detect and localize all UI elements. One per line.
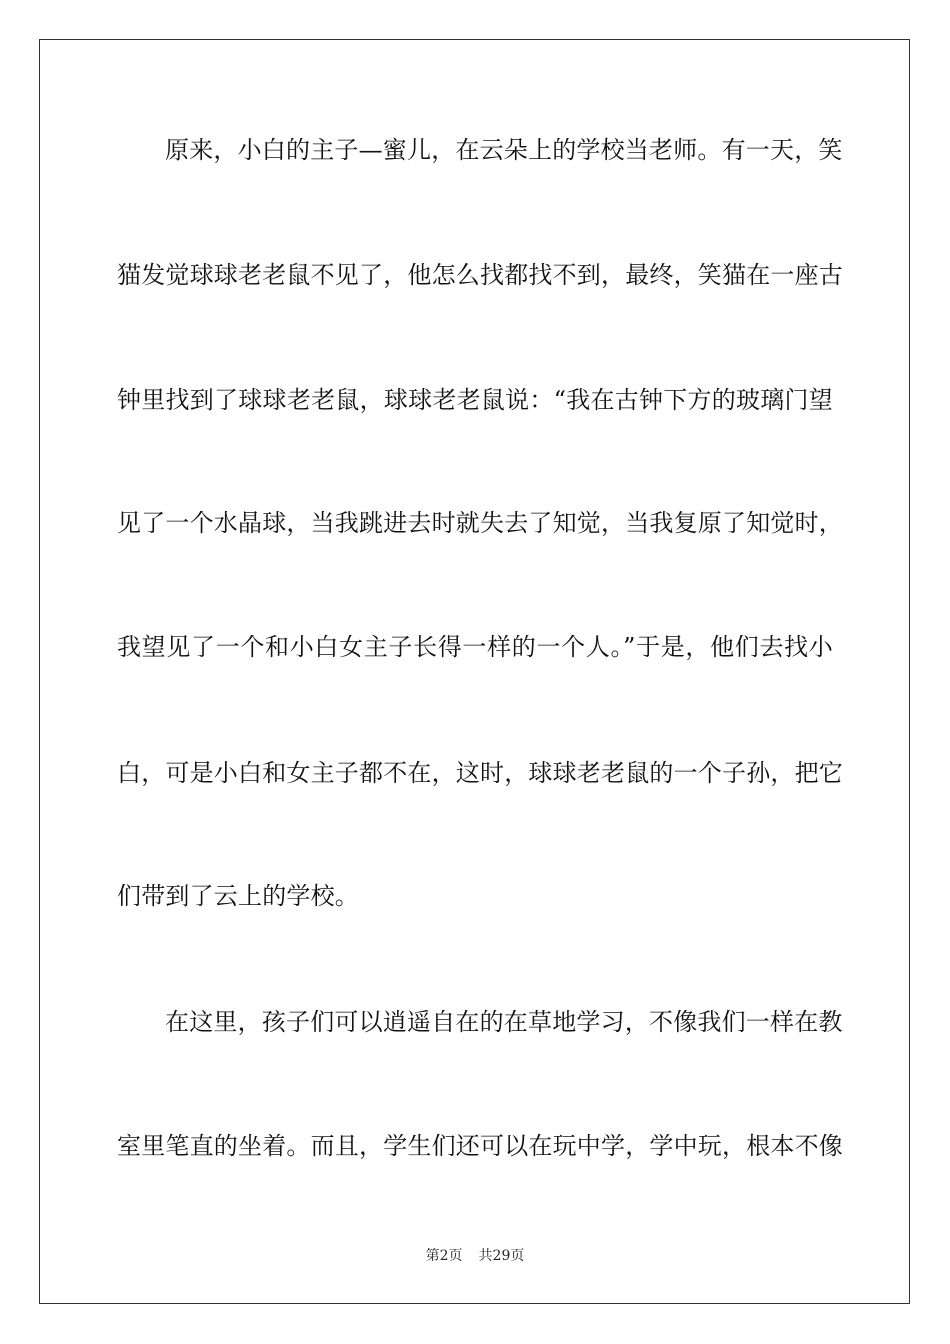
text-line: 在这里，孩子们可以逍遥自在的在草地学习，不像我们一样在教 (165, 1008, 843, 1036)
text-line: 钟里找到了球球老老鼠，球球老老鼠说：“我在古钟下方的玻璃门望 (117, 386, 833, 414)
page-border (39, 39, 910, 1304)
text-line: 白，可是小白和女主子都不在，这时，球球老老鼠的一个子孙，把它 (117, 759, 843, 787)
page-footer (0, 1247, 950, 1265)
text-line: 原来，小白的主子—蜜儿，在云朵上的学校当老师。有一天，笑 (165, 136, 843, 164)
text-line: 猫发觉球球老老鼠不见了，他怎么找都找不到，最终，笑猫在一座古 (117, 261, 843, 289)
text-line: 室里笔直的坐着。而且，学生们还可以在玩中学，学中玩，根本不像 (117, 1132, 843, 1160)
text-line: 见了一个水晶球，当我跳进去时就失去了知觉，当我复原了知觉时， (117, 509, 843, 537)
page-total: 共29页 (478, 1248, 525, 1264)
page-number: 第2页 (425, 1248, 463, 1264)
text-line: 们带到了云上的学校。 (117, 882, 359, 910)
text-line: 我望见了一个和小白女主子长得一样的一个人。”于是，他们去找小 (117, 633, 833, 661)
